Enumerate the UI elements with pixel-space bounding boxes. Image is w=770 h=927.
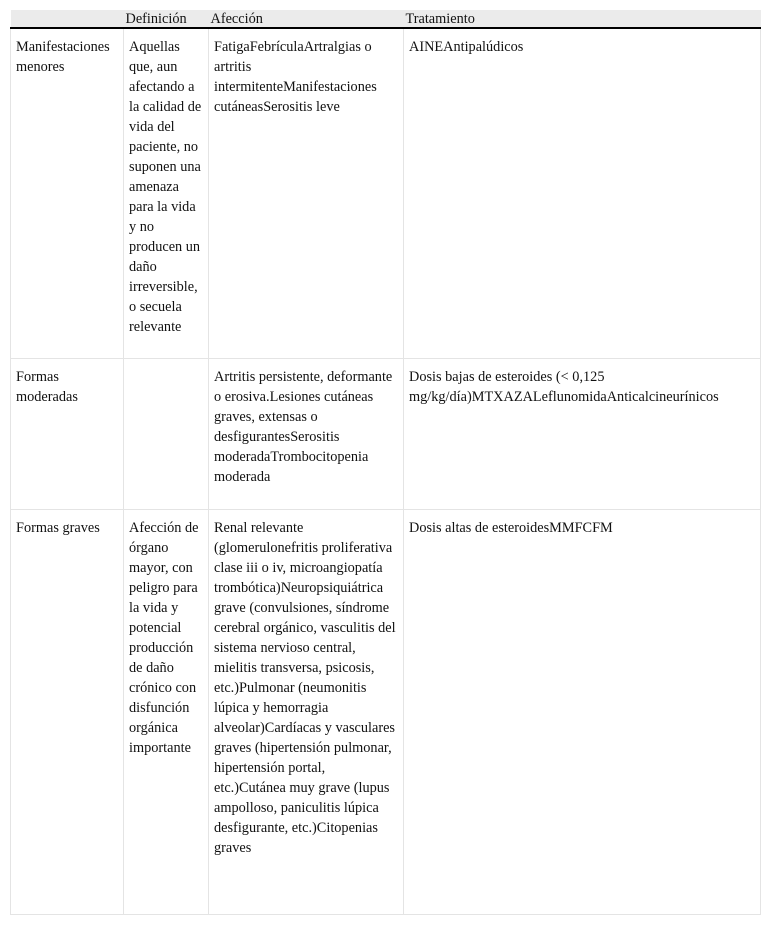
row-category: Formas moderadas [11,359,124,510]
row-condition: FatigaFebrículaArtralgias o artritis intermitenteManifestaciones cutáneasSerositis leve [209,28,404,359]
table-row [11,359,761,510]
severity-table [10,10,761,915]
header-treatment: Tratamiento [404,10,761,28]
table-row [11,28,761,359]
table-row [11,510,761,915]
row-definition: Afección de órgano mayor, con peligro para la vida y potencial producción de daño crónico con disfunción orgánica importante [124,510,209,915]
row-definition [124,359,209,510]
row-definition: Aquellas que, aun afectando a la calidad de vida del paciente, no suponen una amenaza para la vida y no producen un daño irreversible, o secuela relevante [124,28,209,359]
row-condition: Renal relevante (glomerulonefritis proliferativa clase iii o iv, microangiopatía trombótica)Neuropsiquiátrica grave (convulsiones, síndrome cerebral orgánico, vasculitis del sistema nervioso central, mielitis transversa, psicosis, etc.)Pulmonar (neumonitis lúpica y hemorragia alveolar)Cardíacas y vasculares graves (hipertensión pulmonar, hipertensión portal, etc.)Cutánea muy grave (lupus ampolloso, paniculitis lúpica desfigurante, etc.)Citopenias graves [209,510,404,915]
row-treatment: AINEAntipalúdicos [404,28,761,359]
row-condition: Artritis persistente, deformante o erosiva.Lesiones cutáneas graves, extensas o desfigurantesSerositis moderadaTrombocitopenia moderada [209,359,404,510]
row-treatment: Dosis altas de esteroidesMMFCFM [404,510,761,915]
header-row [11,10,761,28]
header-empty [11,10,124,28]
row-category: Manifestaciones menores [11,28,124,359]
row-treatment: Dosis bajas de esteroides (< 0,125 mg/kg/día)MTXAZALeflunomidaAnticalcineurínicos [404,359,761,510]
row-category: Formas graves [11,510,124,915]
header-condition: Afección [209,10,404,28]
header-definition: Definición [124,10,209,28]
